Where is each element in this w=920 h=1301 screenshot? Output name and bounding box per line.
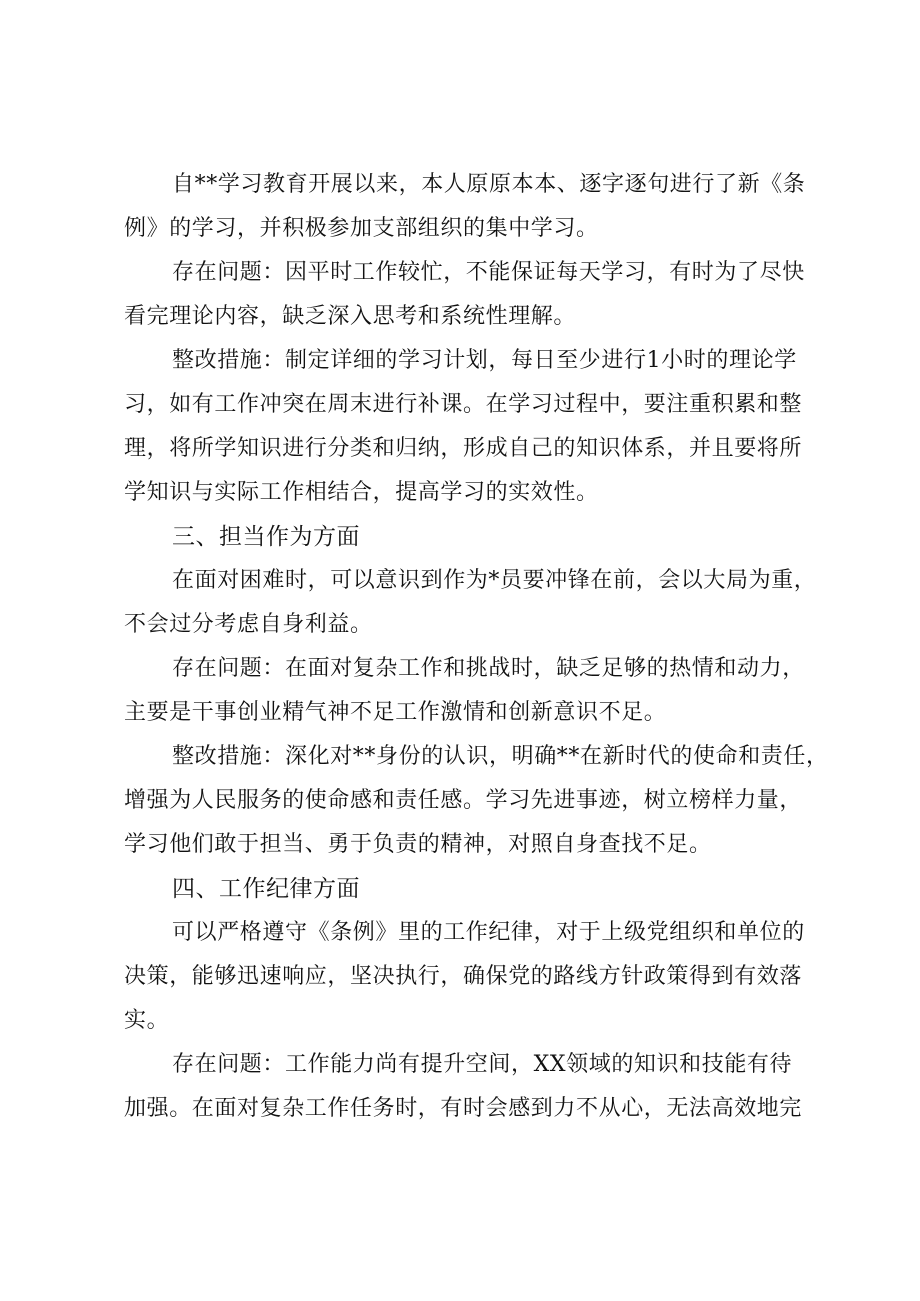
paragraph-line: 不会过分考虑自身利益。: [124, 612, 373, 637]
paragraph-line: 可以严格遵守《条例》里的工作纪律，对于上级党组织和单位的: [172, 920, 805, 945]
paragraph-line: 自**学习教育开展以来，本人原原本本、逐字逐句进行了新《条: [172, 172, 806, 197]
paragraph-line: 理，将所学知识进行分类和归纳，形成自己的知识体系，并且要将所: [124, 436, 803, 461]
paragraph-line: 看完理论内容，缺乏深入思考和系统性理解。: [124, 304, 577, 329]
section-heading: 三、担当作为方面: [172, 524, 360, 550]
paragraph-line: 存在问题：工作能力尚有提升空间，XX领域的知识和技能有待: [172, 1052, 793, 1077]
paragraph-line: 存在问题：因平时工作较忙，不能保证每天学习，有时为了尽快: [172, 260, 805, 285]
paragraph-line: 加强。在面对复杂工作任务时，有时会感到力不从心，无法高效地完: [124, 1096, 803, 1121]
paragraph-line: 习，如有工作冲突在周末进行补课。在学习过程中，要注重积累和整: [124, 392, 803, 417]
paragraph-line: 整改措施：深化对**身份的认识，明确**在新时代的使命和责任，: [172, 744, 829, 769]
paragraph-line: 实。: [124, 1008, 170, 1033]
section-heading: 四、工作纪律方面: [172, 876, 360, 902]
paragraph-line: 在面对困难时，可以意识到作为*员要冲锋在前，会以大局为重，: [172, 568, 817, 593]
paragraph-line: 决策，能够迅速响应，坚决执行，确保党的路线方针政策得到有效落: [124, 964, 803, 989]
paragraph-line: 学习他们敢于担当、勇于负责的精神，对照自身查找不足。: [124, 832, 712, 857]
paragraph-line: 整改措施：制定详细的学习计划，每日至少进行1小时的理论学: [172, 348, 797, 373]
document-body: [124, 163, 829, 1131]
paragraph-line: 例》的学习，并积极参加支部组织的集中学习。: [124, 216, 599, 241]
paragraph-line: 主要是干事创业精气神不足工作激情和创新意识不足。: [124, 700, 667, 725]
paragraph-line: 存在问题：在面对复杂工作和挑战时，缺乏足够的热情和动力，: [172, 656, 805, 681]
paragraph-line: 增强为人民服务的使命感和责任感。学习先进事迹，树立榜样力量，: [124, 788, 803, 813]
paragraph-line: 学知识与实际工作相结合，提高学习的实效性。: [124, 480, 599, 505]
